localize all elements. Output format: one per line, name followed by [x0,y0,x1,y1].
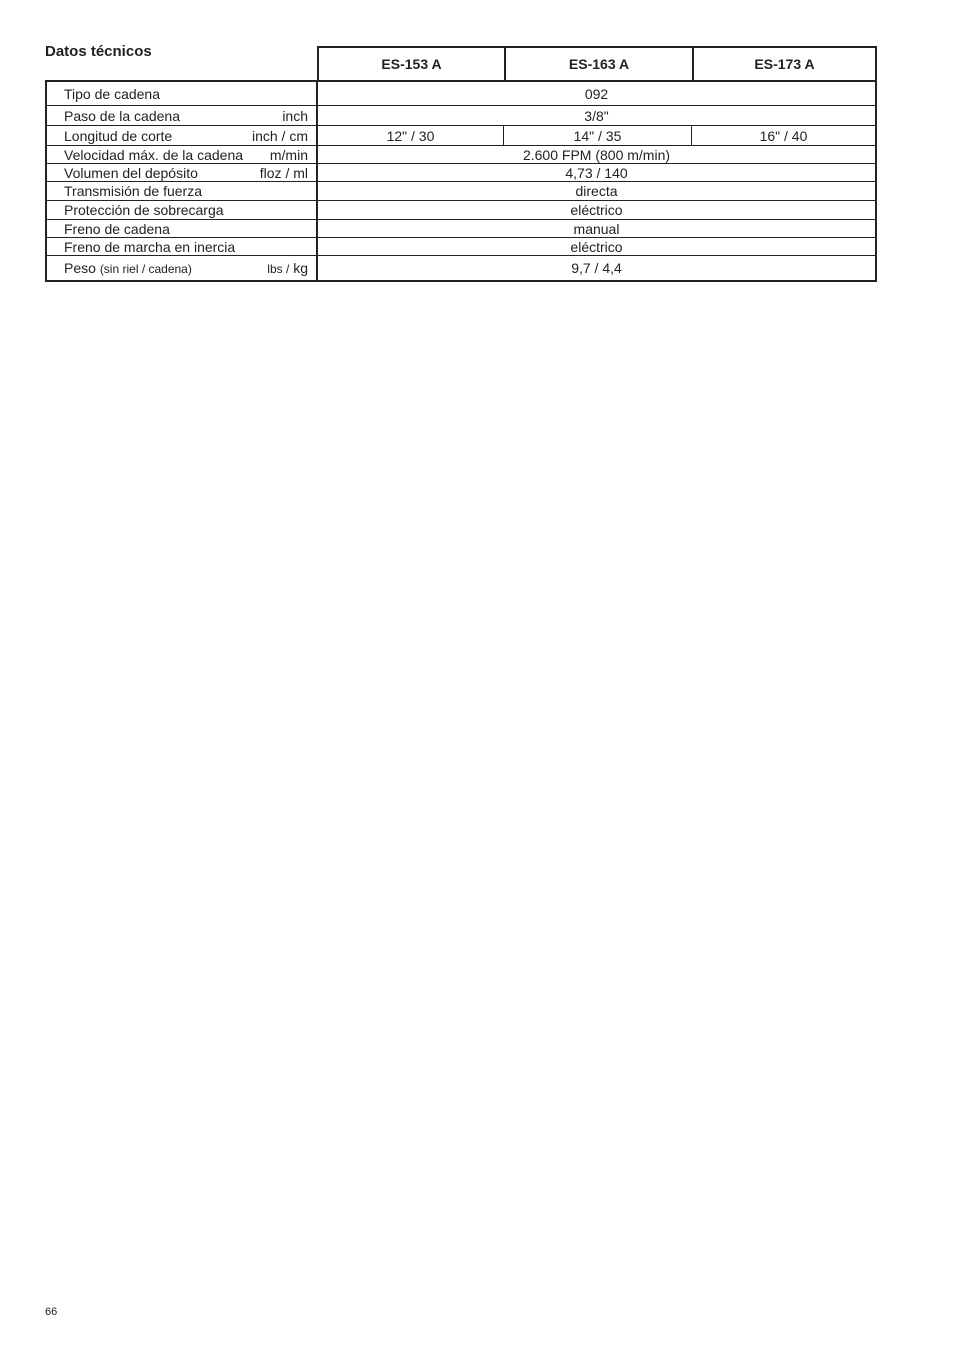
unit-text: inch / cm [251,127,308,144]
model-header-es173: ES-173 A [692,48,875,80]
label-text: Freno de cadena [64,220,170,237]
table-row [47,163,875,181]
table-row [47,237,875,255]
unit-text: m/min [269,146,308,163]
table-row [47,181,875,200]
value-cell: 16" / 40 [691,126,875,145]
label-text: Protección de sobrecarga [64,202,224,218]
label-text: Tipo de cadena [64,85,160,102]
model-header-es153: ES-153 A [381,56,442,72]
table-row [47,105,875,125]
row-label [47,182,318,200]
table-row [47,125,875,145]
row-label [47,146,318,163]
row-label [47,164,318,181]
model-header [317,46,877,82]
value-cell: eléctrico [570,238,623,255]
label-text: Transmisión de fuerza [64,183,202,199]
unit-small: lbs / [267,262,290,276]
value-cell: eléctrico [570,202,623,218]
row-label [47,256,318,280]
value-cell: 14" / 35 [503,126,691,145]
row-label [47,238,318,255]
label-group [64,260,192,276]
unit-group [267,260,308,276]
table-row [47,145,875,163]
row-label [47,126,318,145]
value-cell: directa [575,183,618,199]
label-text: Paso de la cadena [64,107,180,124]
table-row [47,255,875,280]
specs-table [45,80,877,282]
value-cell: 12" / 30 [386,127,435,144]
label-text: Peso [64,260,96,276]
row-label [47,106,318,125]
value-cell: 3/8" [584,107,609,124]
unit-text: inch [282,107,308,124]
table-row [47,200,875,219]
unit-text: kg [293,260,308,276]
table-row [47,80,875,105]
row-label [47,82,318,105]
label-text: Longitud de corte [64,127,173,144]
value-cell: 092 [584,85,609,102]
section-title: Datos técnicos [45,43,152,60]
row-label [47,201,318,219]
label-text: Volumen del depósito [64,164,198,181]
label-text: Velocidad máx. de la cadena [64,146,244,163]
unit-text: floz / ml [259,164,308,181]
label-note: (sin riel / cadena) [99,262,192,276]
row-label [47,220,318,237]
value-cell: 2.600 FPM (800 m/min) [522,146,671,163]
value-cell: 9,7 / 4,4 [571,260,622,276]
value-cell: 4,73 / 140 [565,164,628,181]
label-text: Freno de marcha en inercia [64,238,236,255]
table-row [47,219,875,237]
model-header-es163: ES-163 A [504,48,692,80]
page-number: 66 [45,1306,58,1318]
value-cell: manual [573,220,620,237]
